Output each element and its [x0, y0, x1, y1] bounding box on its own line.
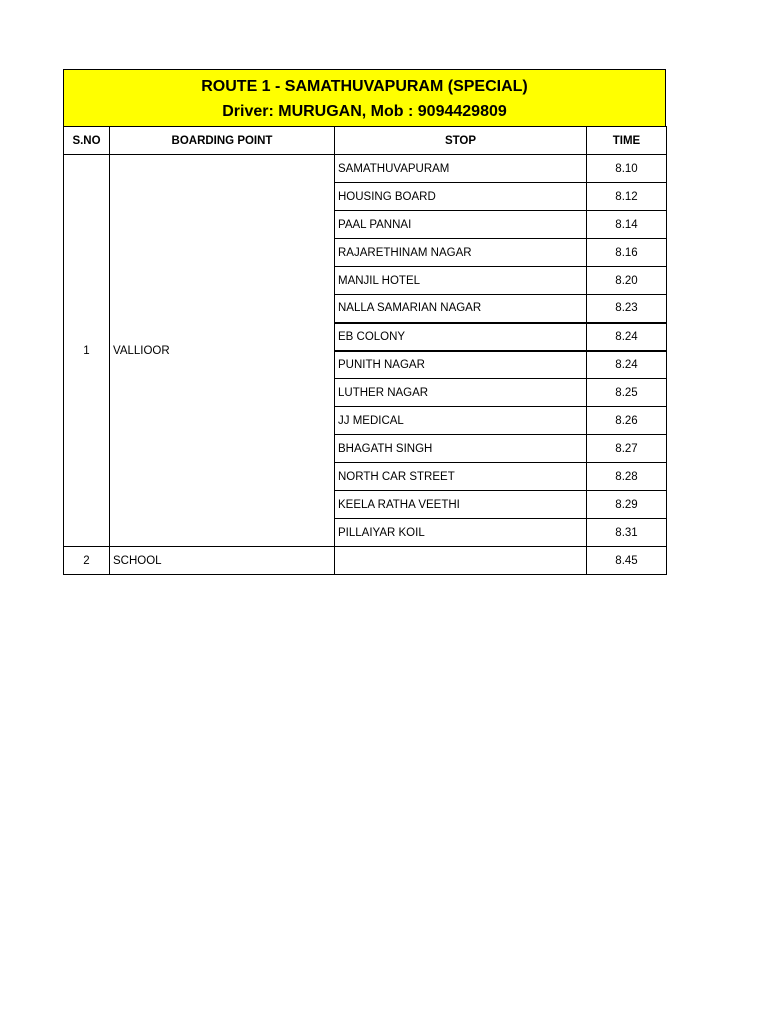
route-table: [63, 126, 667, 575]
time-cell: 8.31: [587, 519, 667, 547]
stop-cell: NORTH CAR STREET: [335, 463, 587, 491]
column-header-sno: S.NO: [64, 127, 110, 155]
table-header-row: [64, 127, 667, 155]
driver-info: Driver: MURUGAN, Mob : 9094429809: [222, 103, 507, 120]
stop-cell: NALLA SAMARIAN NAGAR: [335, 295, 587, 323]
stop-cell: MANJIL HOTEL: [335, 267, 587, 295]
time-cell: 8.10: [587, 155, 667, 183]
stop-cell: PILLAIYAR KOIL: [335, 519, 587, 547]
time-cell: 8.14: [587, 211, 667, 239]
stop-cell: BHAGATH SINGH: [335, 435, 587, 463]
time-cell: 8.20: [587, 267, 667, 295]
boarding-point-cell: SCHOOL: [110, 547, 335, 575]
stop-cell: JJ MEDICAL: [335, 407, 587, 435]
stop-cell: PUNITH NAGAR: [335, 351, 587, 379]
route-title-banner: [63, 69, 666, 126]
table-row: [64, 155, 667, 183]
stop-cell: SAMATHUVAPURAM: [335, 155, 587, 183]
stop-cell: LUTHER NAGAR: [335, 379, 587, 407]
column-header-boarding-point: BOARDING POINT: [110, 127, 335, 155]
route-sheet: [63, 69, 666, 575]
column-header-time: TIME: [587, 127, 667, 155]
boarding-point-cell: VALLIOOR: [110, 155, 335, 547]
time-cell: 8.29: [587, 491, 667, 519]
stop-cell: KEELA RATHA VEETHI: [335, 491, 587, 519]
time-cell: 8.16: [587, 239, 667, 267]
stop-cell: RAJARETHINAM NAGAR: [335, 239, 587, 267]
stop-cell: PAAL PANNAI: [335, 211, 587, 239]
time-cell: 8.24: [587, 323, 667, 351]
time-cell: 8.24: [587, 351, 667, 379]
time-cell: 8.45: [587, 547, 667, 575]
route-title: ROUTE 1 - SAMATHUVAPURAM (SPECIAL): [201, 78, 528, 95]
time-cell: 8.25: [587, 379, 667, 407]
route-table-body: [64, 155, 667, 575]
table-row: [64, 547, 667, 575]
time-cell: 8.28: [587, 463, 667, 491]
time-cell: 8.12: [587, 183, 667, 211]
time-cell: 8.26: [587, 407, 667, 435]
serial-number-cell: 2: [64, 547, 110, 575]
time-cell: 8.23: [587, 295, 667, 323]
column-header-stop: STOP: [335, 127, 587, 155]
stop-cell: EB COLONY: [335, 323, 587, 351]
serial-number-cell: 1: [64, 155, 110, 547]
stop-cell: HOUSING BOARD: [335, 183, 587, 211]
stop-cell: [335, 547, 587, 575]
time-cell: 8.27: [587, 435, 667, 463]
